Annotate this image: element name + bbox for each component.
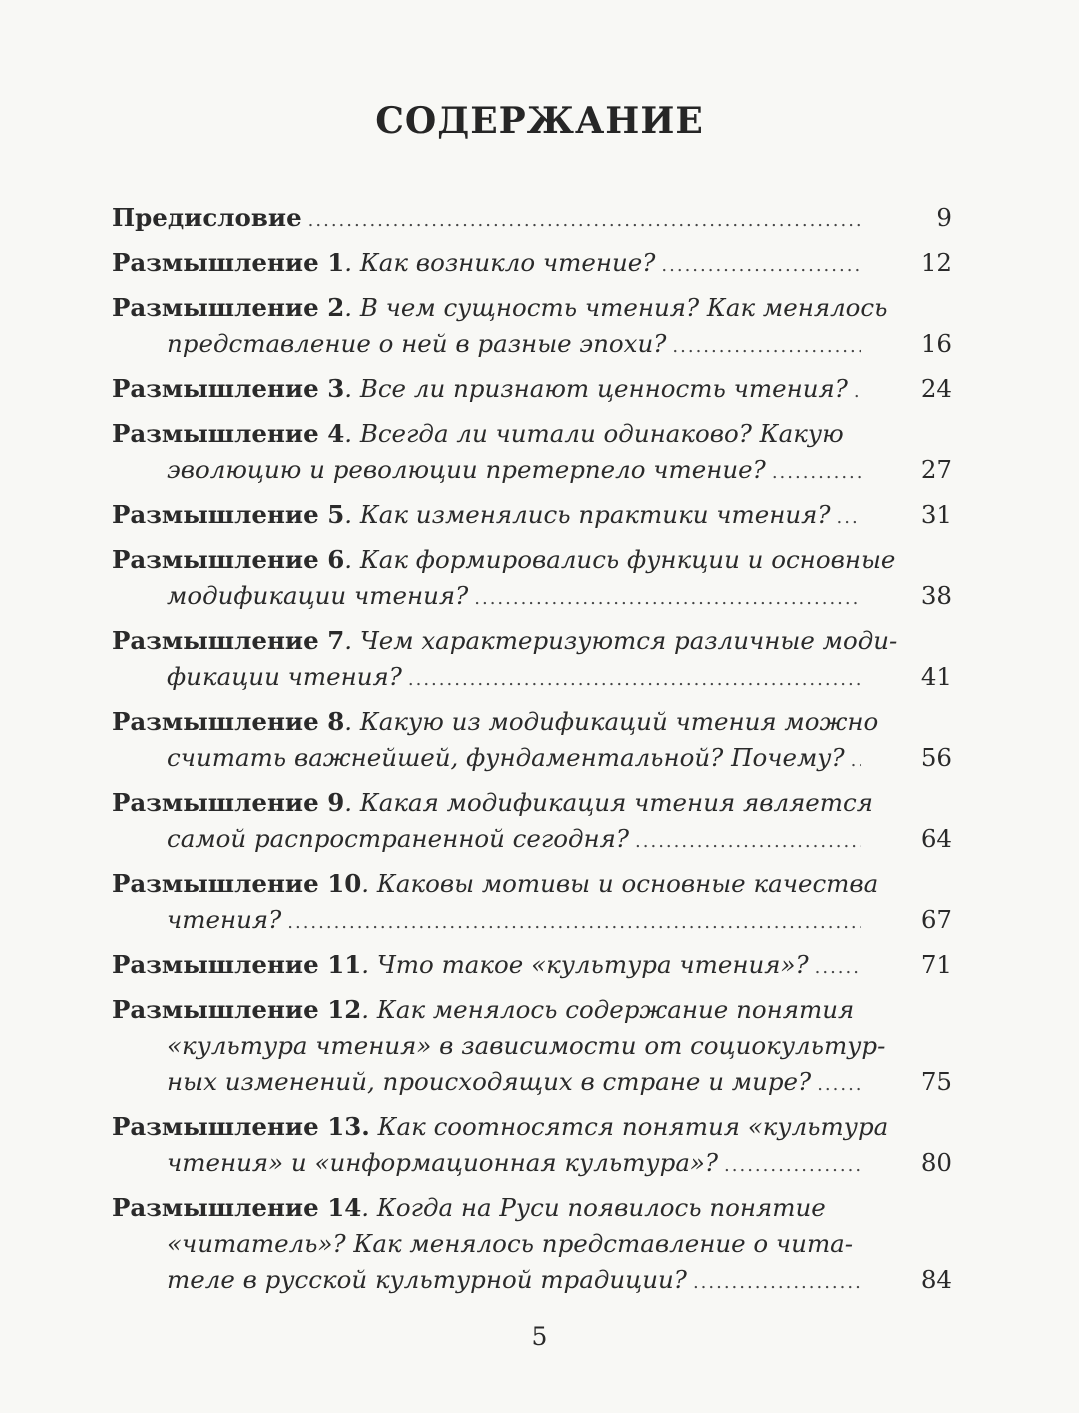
toc-entry-page: 9 xyxy=(936,203,952,232)
toc-entry xyxy=(112,200,952,236)
toc-entry-question: ных изменений, происходящих в стране и мире? xyxy=(167,1067,812,1096)
dot-leader xyxy=(693,1265,861,1301)
toc-entry-question: Как соотносятся понятия «культура xyxy=(369,1112,889,1141)
toc-entry-label: Размышление 3 xyxy=(112,374,345,403)
toc-entry-page: 84 xyxy=(920,1265,952,1294)
toc-entry-question: считать важнейшей, фундаментальной? Почему? xyxy=(167,743,845,772)
dot-leader xyxy=(815,950,861,986)
toc-entry-question: . Какая модификация чтения является xyxy=(344,788,873,817)
toc-entry-line xyxy=(112,326,952,362)
dot-leader xyxy=(474,581,861,617)
toc-entry-page: 27 xyxy=(920,455,952,484)
toc-entry-line xyxy=(112,200,952,236)
dot-leader xyxy=(854,374,861,410)
toc-entry xyxy=(112,416,952,488)
toc-entry-line xyxy=(112,1028,952,1064)
toc-entry-page: 41 xyxy=(920,662,952,691)
dot-leader xyxy=(837,500,861,536)
toc-entry xyxy=(112,623,952,695)
dot-leader xyxy=(661,248,861,284)
toc-entry-question: чтения? xyxy=(167,905,282,934)
toc-entry xyxy=(112,290,952,362)
toc-entry xyxy=(112,785,952,857)
toc-entry-question: «культура чтения» в зависимости от социокультур- xyxy=(167,1031,886,1060)
toc-entry-label: Размышление 11 xyxy=(112,950,362,979)
toc-entry-line xyxy=(112,740,952,776)
toc-entry-question: . Как менялось содержание понятия xyxy=(361,995,855,1024)
toc-entry-label: Размышление 13. xyxy=(112,1112,370,1141)
toc-entry xyxy=(112,245,952,281)
toc-entry-question: . Каковы мотивы и основные качества xyxy=(361,869,879,898)
toc-entry-line xyxy=(112,542,952,578)
toc-entry xyxy=(112,542,952,614)
toc-entry-question: «читатель»? Как менялось представление о чита- xyxy=(167,1229,854,1258)
toc-entry-page: 16 xyxy=(920,329,952,358)
dot-leader xyxy=(672,329,861,365)
toc-entry-line xyxy=(112,821,952,857)
toc-entry-question: . Как изменялись практики чтения? xyxy=(344,500,831,529)
toc-entry-question: . Все ли признают ценность чтения? xyxy=(344,374,848,403)
toc-entry-question: . Какую из модификаций чтения можно xyxy=(344,707,879,736)
toc-entry-line xyxy=(112,1064,952,1100)
toc-entry-label: Размышление 12 xyxy=(112,995,362,1024)
toc-entry-question: . Всегда ли читали одинаково? Какую xyxy=(344,419,844,448)
page-number: 5 xyxy=(531,1322,548,1351)
toc-entry xyxy=(112,947,952,983)
toc-entry-question: представление о ней в разные эпохи? xyxy=(167,329,667,358)
toc-title: СОДЕРЖАНИЕ xyxy=(375,100,704,142)
toc-entry-question: . В чем сущность чтения? Как менялось xyxy=(344,293,888,322)
dot-leader xyxy=(635,824,861,860)
toc-entry-line xyxy=(112,704,952,740)
toc-entry-label: Размышление 10 xyxy=(112,869,362,898)
toc-entry-question: самой распространенной сегодня? xyxy=(167,824,630,853)
toc-entry-question: . Чем характеризуются различные моди- xyxy=(344,626,898,655)
toc-entry-label: Размышление 6 xyxy=(112,545,345,574)
toc-entry-label: Размышление 8 xyxy=(112,707,345,736)
toc-entry-page: 80 xyxy=(920,1148,952,1177)
toc-entry-question: . Когда на Руси появилось понятие xyxy=(361,1193,826,1222)
dot-leader xyxy=(851,743,861,779)
toc-entry-label: Размышление 2 xyxy=(112,293,345,322)
toc-entry-line xyxy=(112,578,952,614)
dot-leader xyxy=(724,1148,861,1184)
toc-entry-label: Предисловие xyxy=(112,203,302,232)
toc-entry-line xyxy=(112,497,952,533)
toc-entry-question: . Как формировались функции и основные xyxy=(344,545,896,574)
dot-leader xyxy=(287,905,861,941)
toc-entry-page: 38 xyxy=(920,581,952,610)
toc-entry-question: модификации чтения? xyxy=(167,581,469,610)
toc-entry-line xyxy=(112,623,952,659)
toc-entry-line xyxy=(112,659,952,695)
toc-entry-question: чтения» и «информационная культура»? xyxy=(167,1148,719,1177)
toc-entry xyxy=(112,1109,952,1181)
dot-leader xyxy=(772,455,861,491)
toc-entry-line xyxy=(112,866,952,902)
toc-entry-question: . Что такое «культура чтения»? xyxy=(361,950,809,979)
toc-list xyxy=(112,200,952,1298)
dot-leader xyxy=(408,662,861,698)
toc-entry-line xyxy=(112,1262,952,1298)
toc-entry xyxy=(112,704,952,776)
toc-entry-line xyxy=(112,947,952,983)
toc-entry-line xyxy=(112,245,952,281)
toc-entry-line xyxy=(112,371,952,407)
dot-leader xyxy=(308,203,861,239)
toc-entry-label: Размышление 4 xyxy=(112,419,345,448)
toc-entry-label: Размышление 5 xyxy=(112,500,345,529)
toc-entry-line xyxy=(112,785,952,821)
toc-entry-page: 64 xyxy=(920,824,952,853)
toc-entry-page: 31 xyxy=(920,500,952,529)
toc-entry-line xyxy=(112,416,952,452)
toc-entry-line xyxy=(112,1226,952,1262)
toc-entry xyxy=(112,371,952,407)
toc-entry-question: . Как возникло чтение? xyxy=(344,248,656,277)
toc-entry-line xyxy=(112,902,952,938)
toc-entry-label: Размышление 1 xyxy=(112,248,345,277)
toc-entry-question: теле в русской культурной традиции? xyxy=(167,1265,687,1294)
toc-entry-page: 24 xyxy=(920,374,952,403)
toc-entry-label: Размышление 7 xyxy=(112,626,345,655)
toc-entry-line xyxy=(112,992,952,1028)
toc-entry-question: фикации чтения? xyxy=(167,662,402,691)
toc-entry-line xyxy=(112,1190,952,1226)
toc-entry-page: 12 xyxy=(920,248,952,277)
toc-entry-page: 75 xyxy=(920,1067,952,1096)
toc-entry-line xyxy=(112,1109,952,1145)
toc-entry-page: 56 xyxy=(920,743,952,772)
toc-entry xyxy=(112,1190,952,1298)
dot-leader xyxy=(817,1067,861,1103)
toc-entry-page: 67 xyxy=(920,905,952,934)
toc-entry-label: Размышление 14 xyxy=(112,1193,362,1222)
toc-entry xyxy=(112,497,952,533)
toc-entry xyxy=(112,992,952,1100)
toc-entry xyxy=(112,866,952,938)
toc-entry-line xyxy=(112,290,952,326)
toc-entry-question: эволюцию и революции претерпело чтение? xyxy=(167,455,766,484)
toc-entry-page: 71 xyxy=(920,950,952,979)
toc-entry-line xyxy=(112,1145,952,1181)
toc-entry-label: Размышление 9 xyxy=(112,788,345,817)
toc-entry-line xyxy=(112,452,952,488)
